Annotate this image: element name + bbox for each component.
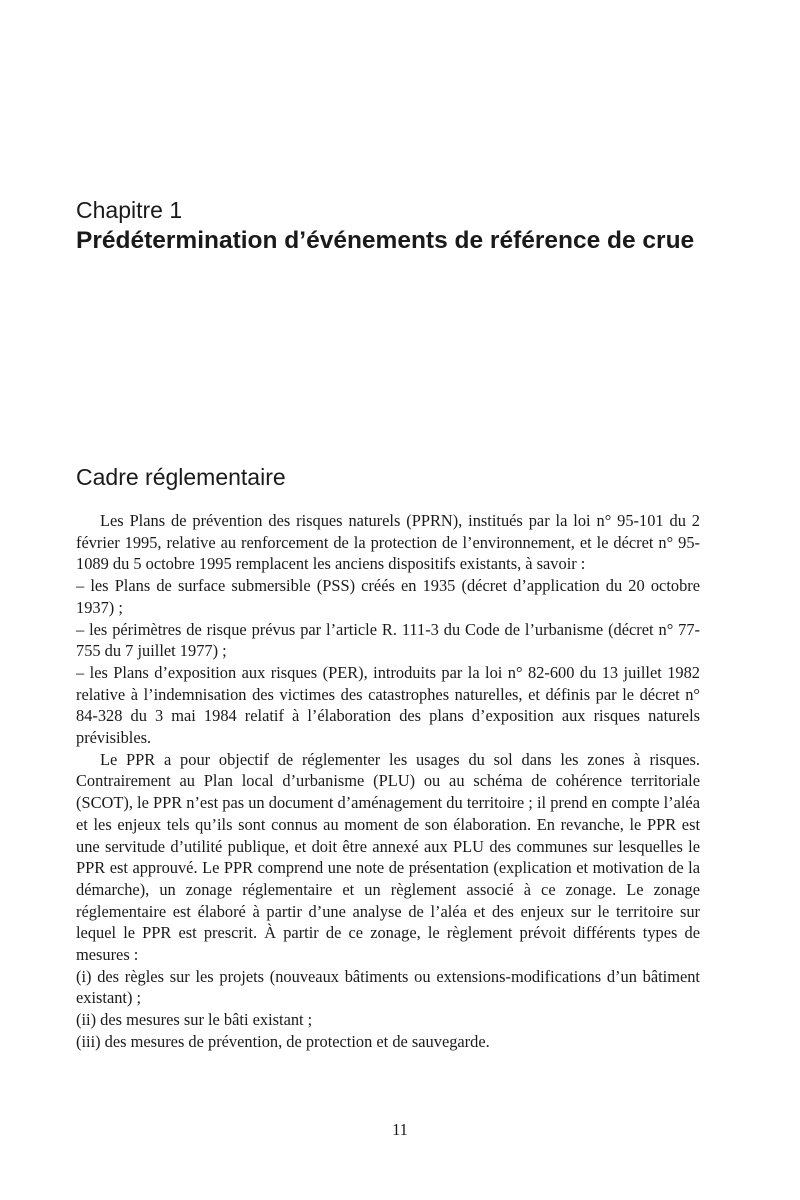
list-item-perimetres: – les périmètres de risque prévus par l’article R. 111-3 du Code de l’urbanisme (décret n° 77-755 du 7 juillet 1977) ; [76,619,700,661]
page-number: 11 [392,1120,408,1139]
paragraph-ppr: Le PPR a pour objectif de réglementer les usages du sol dans les zones à risques. Contrairement au Plan local d’urbanisme (PLU) ou au schéma de cohérence territoriale (SCOT), le PPR n’est pas un document d’aménagement du territoire ; il prend en compte l’aléa et les enjeux tels qu’ils sont connus au moment de son élaboration. En revanche, le PPR est une servitude d’utilité publique, et doit être annexé aux PLU des communes sur lesquelles le PPR est approuvé. Le PPR comprend une note de présentation (explication et motivation de la démarche), un zonage réglementaire et un règlement associé à ce zonage. Le zonage réglementaire est élaboré à partir d’une analyse de l’aléa et des enjeux sur le territoire sur lequel le PPR est prescrit. À partir de ce zonage, le règlement prévoit différents types de mesures : [76,749,700,965]
chapter-label: Chapitre 1 [76,197,183,223]
list-item-mesure-i: (i) des règles sur les projets (nouveaux bâtiments ou extensions-modifications d’un bâtiment existant) ; [76,966,700,1008]
section-body [76,510,700,1053]
list-item-mesure-ii: (ii) des mesures sur le bâti existant ; [76,1010,313,1030]
list-item-mesure-iii: (iii) des mesures de prévention, de protection et de sauvegarde. [76,1031,490,1051]
paragraph-intro: Les Plans de prévention des risques naturels (PPRN), institués par la loi n° 95-101 du 2 février 1995, relative au renforcement de la protection de l’environnement, et le décret n° 95-1089 du 5 octobre 1995 remplacent les anciens dispositifs existants, à savoir : [76,511,700,574]
chapter-title: Prédétermination d’événements de référence de crue [76,227,695,254]
list-item-pss: – les Plans de surface submersible (PSS) créés en 1935 (décret d’application du 20 octobre 1937) ; [76,576,700,617]
section-heading: Cadre réglementaire [76,464,286,490]
list-item-per: – les Plans d’exposition aux risques (PER), introduits par la loi n° 82-600 du 13 juillet 1982 relative à l’indemnisation des victimes des catastrophes naturelles, et définis par le décret n° 84-328 du 3 mai 1984 relatif à l’élaboration des plans d’exposition aux risques naturels prévisibles. [76,662,700,748]
